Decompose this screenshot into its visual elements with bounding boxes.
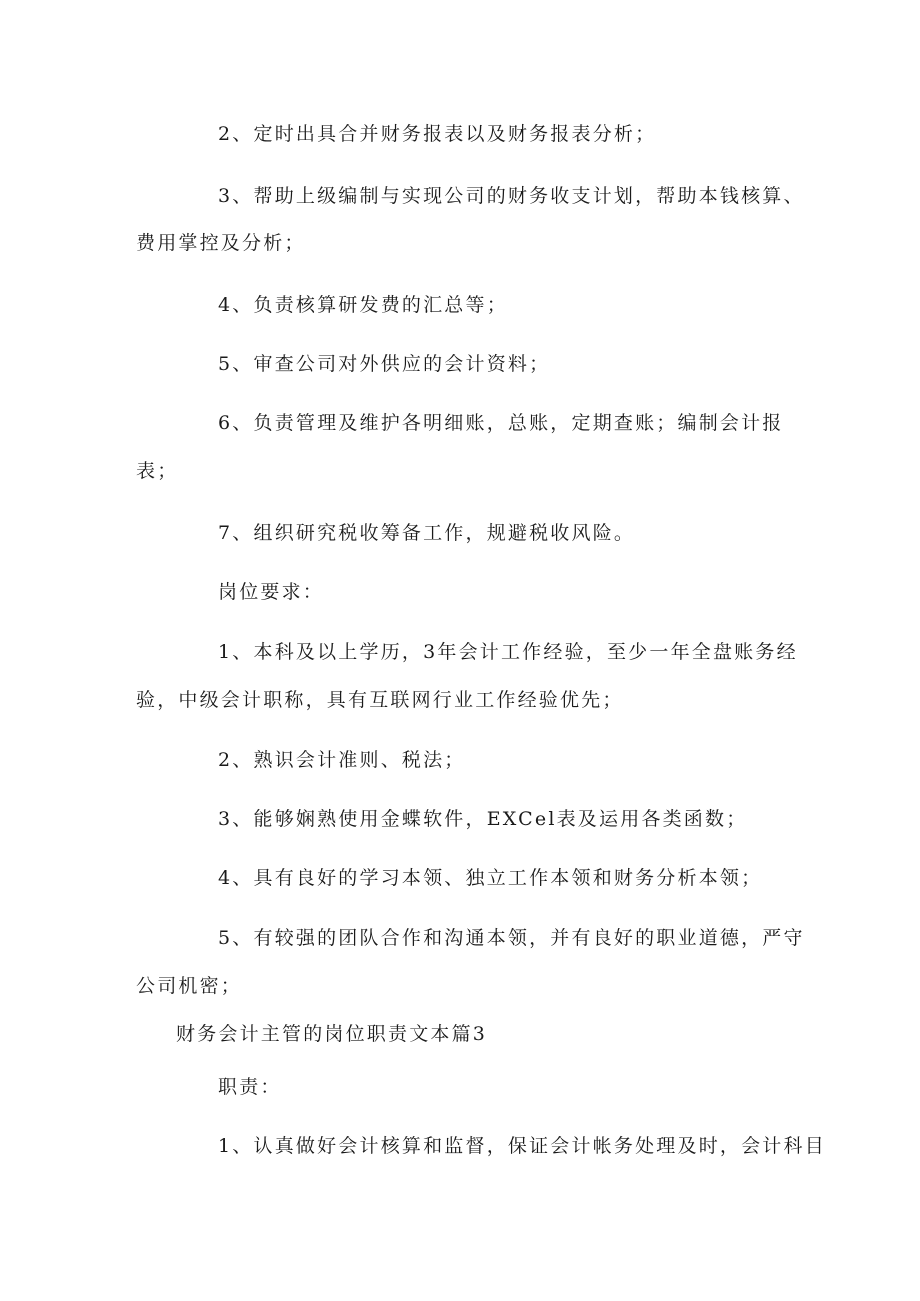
paragraph-line: 表； (136, 460, 179, 482)
paragraph-line: 验，中级会计职称，具有互联网行业工作经验优先； (136, 689, 624, 711)
paragraph-line: 4、负责核算研发费的汇总等； (218, 294, 508, 316)
paragraph-line: 3、帮助上级编制与实现公司的财务收支计划，帮助本钱核算、 (218, 185, 805, 207)
paragraph-line: 2、熟识会计准则、税法； (218, 749, 466, 771)
paragraph-line: 4、具有良好的学习本领、独立工作本领和财务分析本领； (218, 867, 763, 889)
paragraph-line: 5、审查公司对外供应的会计资料； (218, 353, 551, 375)
section-heading: 职责： (218, 1076, 282, 1098)
paragraph-line: 1、本科及以上学历，3年会计工作经验，至少一年全盘账务经 (218, 641, 798, 663)
section-heading: 岗位要求： (218, 581, 325, 603)
paragraph-line: 费用掌控及分析； (136, 232, 306, 254)
article-title: 财务会计主管的岗位职责文本篇3 (176, 1023, 488, 1045)
paragraph-line: 1、认真做好会计核算和监督，保证会计帐务处理及时，会计科目 (218, 1135, 826, 1157)
paragraph-line: 2、定时出具合并财务报表以及财务报表分析； (218, 123, 657, 145)
paragraph-line: 6、负责管理及维护各明细账，总账，定期查账；编制会计报 (218, 412, 784, 434)
paragraph-line: 7、组织研究税收筹备工作，规避税收风险。 (218, 522, 636, 544)
paragraph-line: 5、有较强的团队合作和沟通本领，并有良好的职业道德，严守 (218, 927, 805, 949)
paragraph-line: 3、能够娴熟使用金蝶软件，EXCel表及运用各类函数； (218, 808, 748, 830)
paragraph-line: 公司机密； (136, 975, 243, 997)
